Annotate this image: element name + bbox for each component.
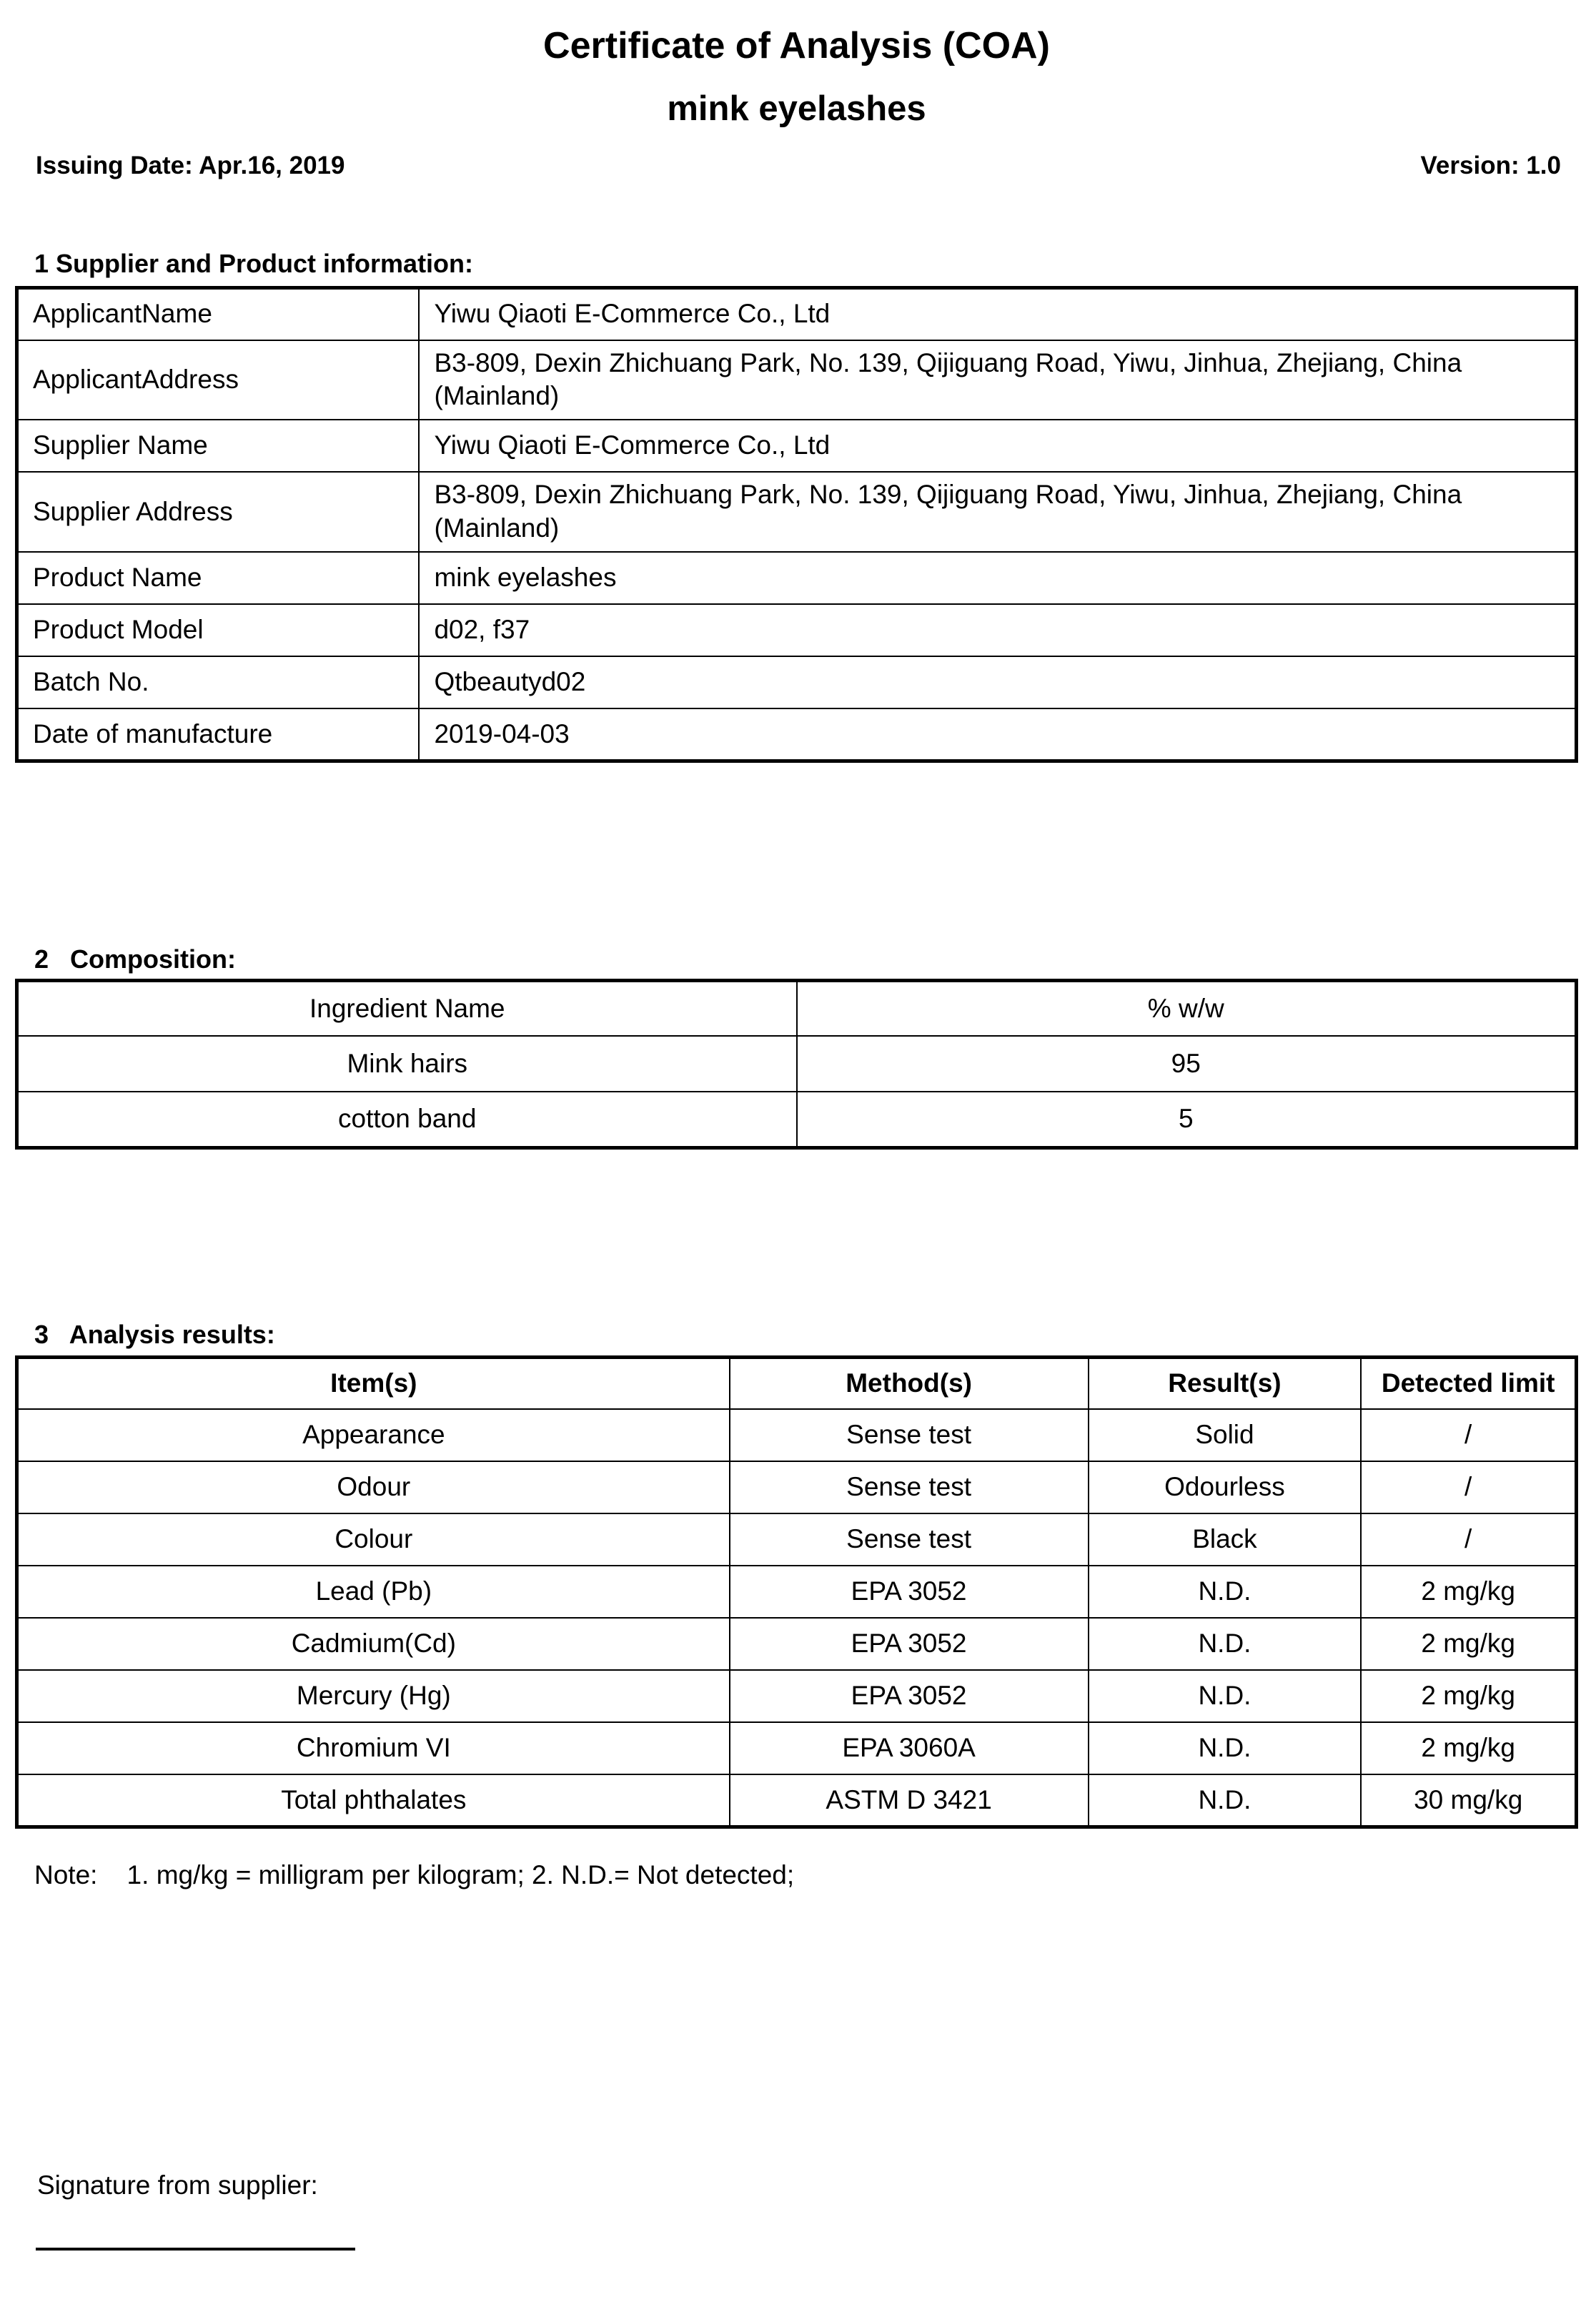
signature-label: Signature from supplier: bbox=[37, 2170, 318, 2200]
table-row bbox=[17, 420, 1577, 472]
field-value: 2019-04-03 bbox=[419, 708, 1576, 761]
table-row bbox=[17, 1774, 1577, 1827]
analysis-item: Colour bbox=[17, 1513, 730, 1566]
table-row bbox=[17, 1618, 1577, 1670]
analysis-result: Black bbox=[1089, 1513, 1362, 1566]
analysis-item: Mercury (Hg) bbox=[17, 1670, 730, 1722]
analysis-method: EPA 3052 bbox=[730, 1670, 1089, 1722]
supplier-product-table bbox=[15, 286, 1578, 763]
table-row bbox=[17, 340, 1577, 420]
analysis-limit: 30 mg/kg bbox=[1361, 1774, 1576, 1827]
analysis-method: EPA 3052 bbox=[730, 1566, 1089, 1618]
field-value: B3-809, Dexin Zhichuang Park, No. 139, Qijiguang Road, Yiwu, Jinhua, Zhejiang, China (Mainland) bbox=[419, 472, 1576, 552]
field-label: Product Name bbox=[17, 552, 420, 604]
ingredient-percent: 95 bbox=[797, 1036, 1577, 1092]
field-label: Batch No. bbox=[17, 656, 420, 708]
field-label: Supplier Name bbox=[17, 420, 420, 472]
analysis-limit: / bbox=[1361, 1409, 1576, 1461]
table-row bbox=[17, 1461, 1577, 1513]
analysis-limit: 2 mg/kg bbox=[1361, 1670, 1576, 1722]
table-row bbox=[17, 604, 1577, 656]
field-label: ApplicantName bbox=[17, 288, 420, 340]
analysis-result: N.D. bbox=[1089, 1774, 1362, 1827]
analysis-method: Sense test bbox=[730, 1461, 1089, 1513]
table-row bbox=[17, 656, 1577, 708]
signature-line bbox=[36, 2248, 355, 2251]
field-value: Qtbeautyd02 bbox=[419, 656, 1576, 708]
note-text: Note: 1. mg/kg = milligram per kilogram; 2. N.D.= Not detected; bbox=[34, 1859, 795, 1889]
ingredient-name: Mink hairs bbox=[17, 1036, 797, 1092]
analysis-method: EPA 3052 bbox=[730, 1618, 1089, 1670]
analysis-item: Cadmium(Cd) bbox=[17, 1618, 730, 1670]
field-label: Date of manufacture bbox=[17, 708, 420, 761]
table-row bbox=[17, 1722, 1577, 1774]
field-value: mink eyelashes bbox=[419, 552, 1576, 604]
table-row bbox=[17, 708, 1577, 761]
analysis-results-table bbox=[15, 1355, 1578, 1829]
column-header-method: Method(s) bbox=[730, 1357, 1089, 1409]
table-row bbox=[17, 288, 1577, 340]
analysis-limit: / bbox=[1361, 1513, 1576, 1566]
analysis-limit: 2 mg/kg bbox=[1361, 1722, 1576, 1774]
analysis-method: Sense test bbox=[730, 1409, 1089, 1461]
column-header-limit: Detected limit bbox=[1361, 1357, 1576, 1409]
section-heading-composition: 2 Composition: bbox=[34, 944, 236, 974]
field-label: Supplier Address bbox=[17, 472, 420, 552]
ingredient-name: cotton band bbox=[17, 1092, 797, 1147]
column-header-ingredient: Ingredient Name bbox=[17, 980, 797, 1036]
analysis-item: Appearance bbox=[17, 1409, 730, 1461]
analysis-item: Odour bbox=[17, 1461, 730, 1513]
document-title: Certificate of Analysis (COA) bbox=[543, 25, 1050, 66]
analysis-item: Total phthalates bbox=[17, 1774, 730, 1827]
field-value: B3-809, Dexin Zhichuang Park, No. 139, Qijiguang Road, Yiwu, Jinhua, Zhejiang, China (Mainland) bbox=[419, 340, 1576, 420]
section-heading-supplier: 1 Supplier and Product information: bbox=[34, 249, 474, 278]
table-row bbox=[17, 1036, 1577, 1092]
section-heading-analysis: 3 Analysis results: bbox=[34, 1319, 275, 1349]
analysis-item: Lead (Pb) bbox=[17, 1566, 730, 1618]
analysis-result: N.D. bbox=[1089, 1670, 1362, 1722]
analysis-result: N.D. bbox=[1089, 1618, 1362, 1670]
table-row bbox=[17, 472, 1577, 552]
analysis-limit: / bbox=[1361, 1461, 1576, 1513]
column-header-percent: % w/w bbox=[797, 980, 1577, 1036]
ingredient-percent: 5 bbox=[797, 1092, 1577, 1147]
analysis-result: N.D. bbox=[1089, 1566, 1362, 1618]
analysis-result: Solid bbox=[1089, 1409, 1362, 1461]
field-value: d02, f37 bbox=[419, 604, 1576, 656]
analysis-limit: 2 mg/kg bbox=[1361, 1618, 1576, 1670]
field-label: Product Model bbox=[17, 604, 420, 656]
analysis-result: Odourless bbox=[1089, 1461, 1362, 1513]
table-header-row bbox=[17, 980, 1577, 1036]
field-value: Yiwu Qiaoti E-Commerce Co., Ltd bbox=[419, 288, 1576, 340]
table-row bbox=[17, 1566, 1577, 1618]
document-subtitle: mink eyelashes bbox=[667, 89, 926, 128]
table-row bbox=[17, 1409, 1577, 1461]
analysis-item: Chromium VI bbox=[17, 1722, 730, 1774]
version: Version: 1.0 bbox=[1420, 152, 1561, 179]
table-row bbox=[17, 1513, 1577, 1566]
analysis-limit: 2 mg/kg bbox=[1361, 1566, 1576, 1618]
analysis-method: Sense test bbox=[730, 1513, 1089, 1566]
table-header-row bbox=[17, 1357, 1577, 1409]
analysis-method: EPA 3060A bbox=[730, 1722, 1089, 1774]
field-label: ApplicantAddress bbox=[17, 340, 420, 420]
table-row bbox=[17, 1670, 1577, 1722]
field-value: Yiwu Qiaoti E-Commerce Co., Ltd bbox=[419, 420, 1576, 472]
column-header-result: Result(s) bbox=[1089, 1357, 1362, 1409]
table-row bbox=[17, 1092, 1577, 1147]
column-header-item: Item(s) bbox=[17, 1357, 730, 1409]
table-row bbox=[17, 552, 1577, 604]
document-meta-row bbox=[15, 152, 1578, 180]
composition-table bbox=[15, 979, 1578, 1150]
analysis-method: ASTM D 3421 bbox=[730, 1774, 1089, 1827]
analysis-result: N.D. bbox=[1089, 1722, 1362, 1774]
issuing-date: Issuing Date: Apr.16, 2019 bbox=[36, 152, 345, 179]
